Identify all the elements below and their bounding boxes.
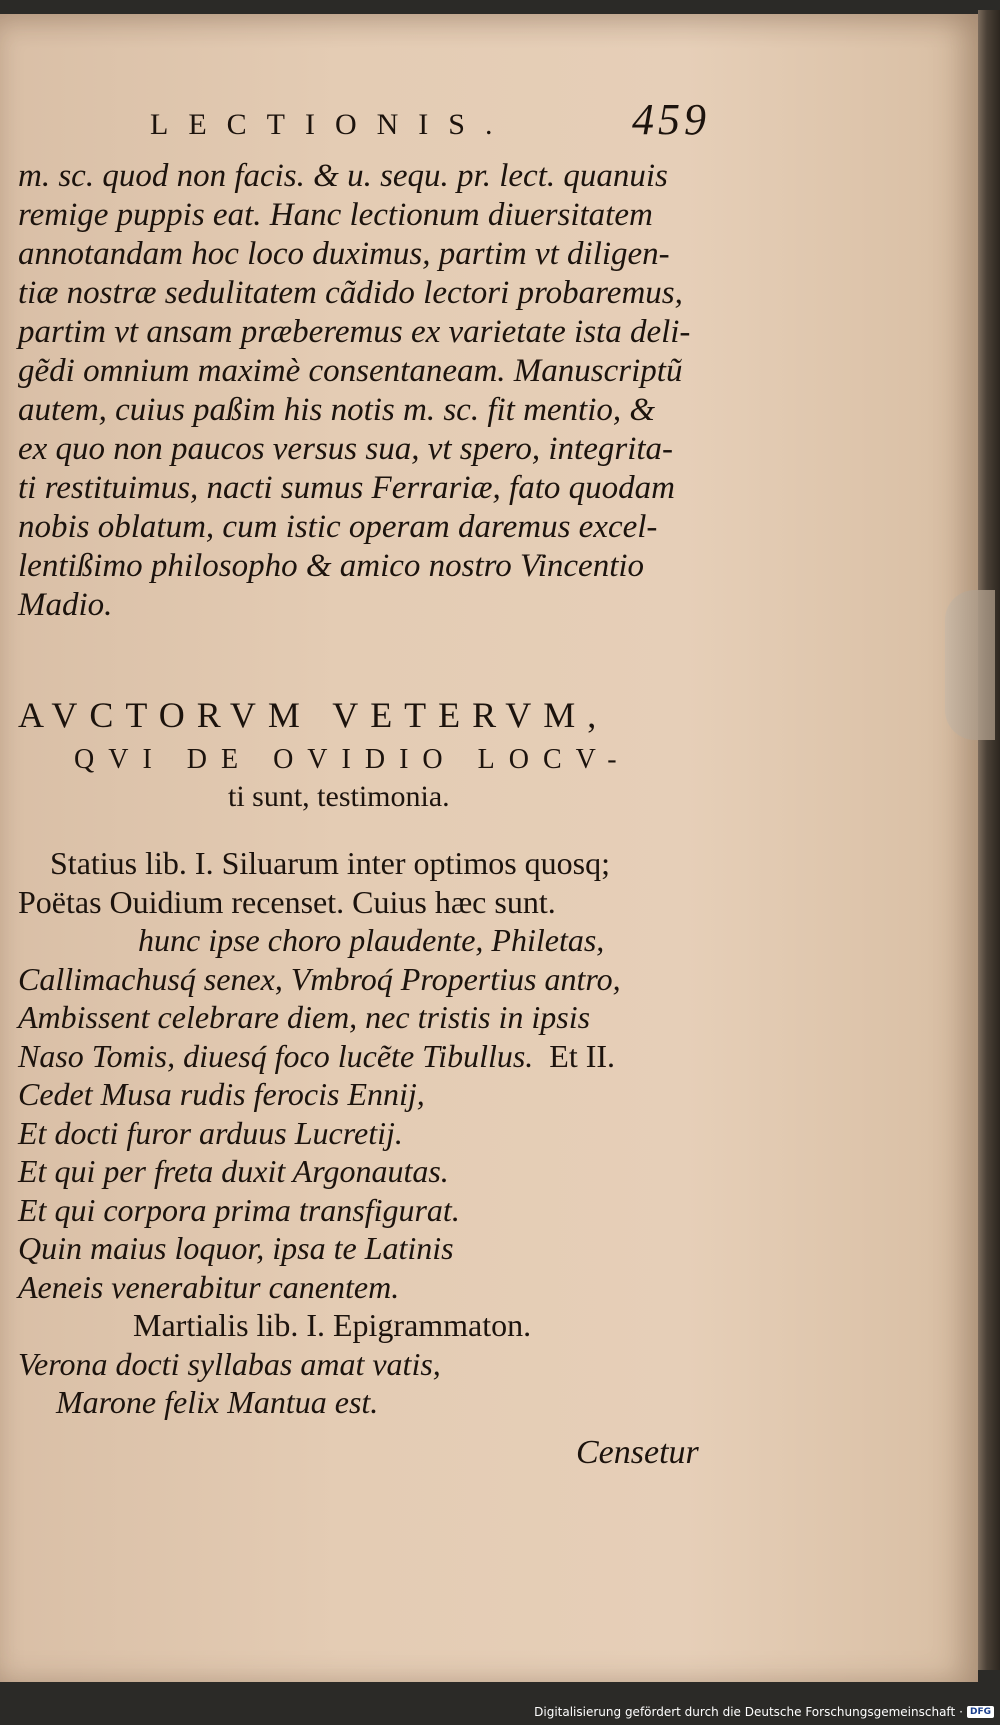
verse-text: Naso Tomis, diuesq́ foco lucẽte Tibullus. [18, 1037, 534, 1074]
verse-line: Et docti furor arduus Lucretij. [18, 1114, 403, 1151]
verse-line: Cedet Musa rudis ferocis Ennij, [18, 1076, 425, 1112]
verse-line: Marone felix Mantua est. [56, 1384, 379, 1420]
prose-line: partim vt ansam præberemus ex varietate ista deli- [18, 314, 691, 350]
page-tab-marker [945, 590, 995, 740]
reference-text: Et II. [549, 1037, 616, 1074]
prose-line: nobis oblatum, cum istic operam daremus excel- [18, 509, 658, 545]
section-heading [18, 694, 718, 814]
prose-line: Madio. [18, 587, 113, 623]
heading-line-1: AVCTORVM VETERVM, [18, 695, 609, 735]
verse-line: Statius lib. I. Siluarum inter optimos quosq; [50, 845, 610, 881]
prose-line: lentißimo philosopho & amico nostro Vincentio [18, 548, 645, 584]
prose-line: gẽdi omnium maximè consentaneam. Manuscriptũ [18, 353, 683, 389]
verse-line: Quin maius loquor, ipsa te Latinis [18, 1230, 454, 1266]
catchword: Censetur [576, 1434, 699, 1471]
prose-paragraph [18, 157, 718, 625]
page-number: 459 [632, 95, 710, 144]
book-page [0, 14, 978, 1682]
page-edge [978, 10, 1000, 1670]
verse-line: Ambissent celebrare diem, nec tristis in ipsis [18, 999, 591, 1035]
digitization-credit: Digitalisierung gefördert durch die Deutsche Forschungsgemeinschaft · DFG [534, 1705, 994, 1719]
prose-line: remige puppis eat. Hanc lectionum diuersitatem [18, 197, 653, 233]
running-head-title: LECTIONIS. [150, 108, 513, 141]
verse-line: Verona docti syllabas amat vatis, [18, 1345, 441, 1382]
prose-line: ex quo non paucos versus sua, vt spero, integrita- [18, 431, 674, 467]
dfg-logo-icon: DFG [967, 1706, 994, 1718]
verse-line-with-reference [18, 1037, 738, 1076]
verse-line: Aeneis venerabitur canentem. [18, 1268, 400, 1305]
credit-text: Digitalisierung gefördert durch die Deutsche Forschungsgemeinschaft [534, 1705, 956, 1719]
verse-line: hunc ipse choro plaudente, Philetas, [138, 922, 605, 958]
verse-line: Et qui per freta duxit Argonautas. [18, 1153, 449, 1189]
prose-line: autem, cuius paßim his notis m. sc. fit mentio, & [18, 392, 656, 428]
verse-line: Poëtas Ouidium recenset. Cuius hæc sunt. [18, 883, 556, 920]
prose-line: annotandam hoc loco duximus, partim vt diligen- [18, 236, 670, 272]
verse-source-line: Martialis lib. I. Epigrammaton. [133, 1307, 532, 1343]
verse-line: Et qui corpora prima transfigurat. [18, 1191, 460, 1228]
prose-line: m. sc. quod non facis. & u. sequ. pr. lect. quanuis [18, 158, 668, 194]
heading-line-2: QVI DE OVIDIO LOCV- [74, 744, 631, 775]
testimonia-block [18, 844, 738, 1422]
prose-line: tiæ nostræ sedulitatem cãdido lectori probaremus, [18, 275, 683, 311]
verse-line: Callimachusq́ senex, Vmbroq́ Propertius antro, [18, 960, 621, 997]
heading-line-3: ti sunt, testimonia. [228, 780, 450, 813]
prose-line: ti restituimus, nacti sumus Ferrariæ, fato quodam [18, 470, 675, 506]
running-head [150, 94, 710, 145]
